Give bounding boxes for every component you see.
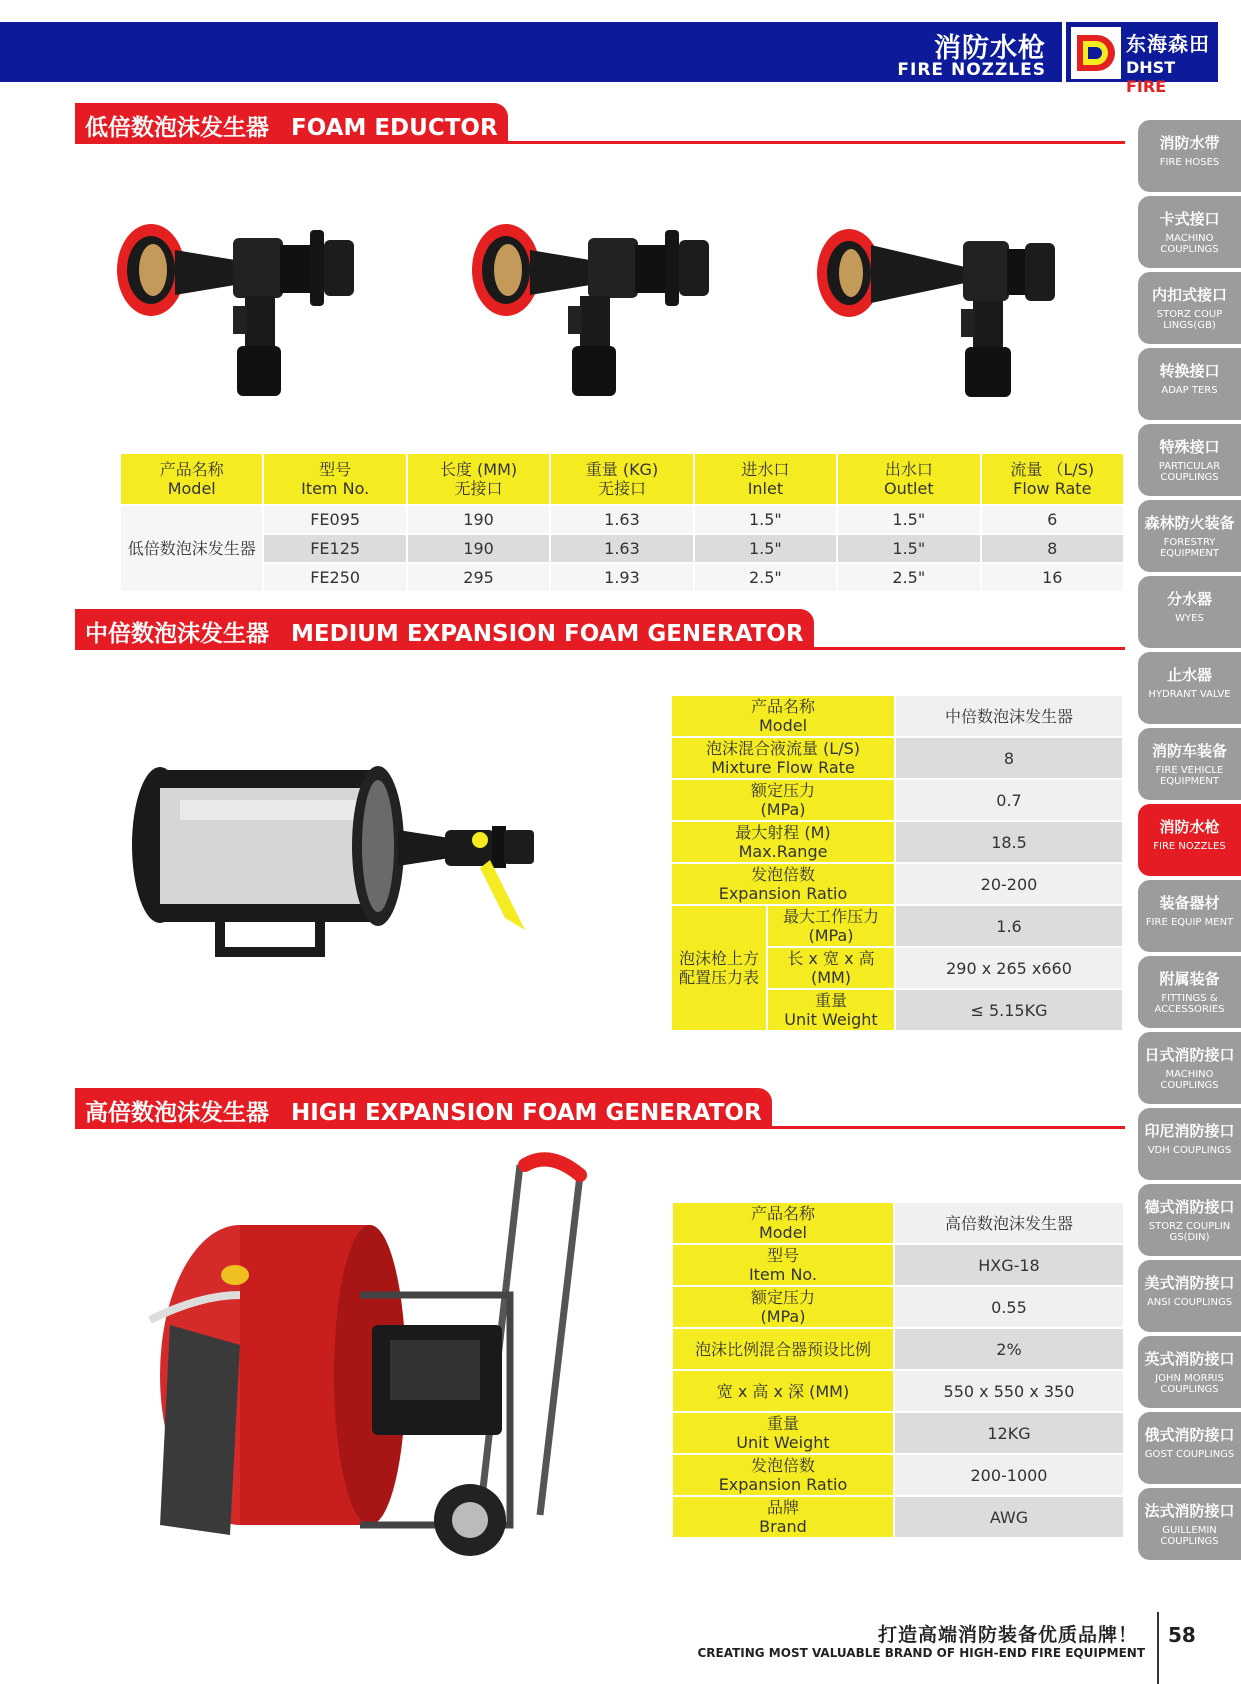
spec-label: 发泡倍数 Expansion Ratio [672, 864, 894, 904]
logo-name-en-b: FIRE [1126, 77, 1167, 96]
table-cell: FE095 [264, 506, 405, 533]
spec-value: AWG [895, 1497, 1123, 1537]
spec-value: 0.7 [896, 780, 1122, 820]
table-cell: 1.5" [695, 535, 836, 562]
section-rule [75, 141, 1125, 144]
sidebar-item-machino-couplings[interactable]: 卡式接口 MACHINO COUPLINGS [1138, 196, 1241, 268]
sidebar-item-hydrant-valve[interactable]: 止水器 HYDRANT VALVE [1138, 652, 1241, 724]
table-cell: 1.63 [551, 535, 692, 562]
logo-name-en [1126, 58, 1216, 96]
spec-label: 发泡倍数 Expansion Ratio [673, 1455, 893, 1495]
sidebar-item-fire-hoses[interactable]: 消防水带 FIRE HOSES [1138, 120, 1241, 192]
sidebar-item-gost-couplings[interactable]: 俄式消防接口 GOST COUPLINGS [1138, 1412, 1241, 1484]
sidebar-item-adapters[interactable]: 转换接口 ADAP TERS [1138, 348, 1241, 420]
table-cell: 1.63 [551, 506, 692, 533]
spec-value: 20-200 [896, 864, 1122, 904]
spec-value: 中倍数泡沫发生器 [896, 696, 1122, 736]
sidebar-item-storz-din[interactable]: 德式消防接口 STORZ COUPLIN GS(DIN) [1138, 1184, 1241, 1256]
section-title [75, 103, 508, 143]
table-header-cell: 产品名称 Model [121, 454, 262, 504]
section-title-en: FOAM EDUCTOR [291, 115, 498, 141]
section-rule [75, 647, 1125, 650]
section-title-cn: 低倍数泡沫发生器 [85, 115, 269, 141]
sidebar-item-ansi-couplings[interactable]: 美式消防接口 ANSI COUPLINGS [1138, 1260, 1241, 1332]
spec-row [672, 696, 1122, 736]
footer-divider [1157, 1612, 1159, 1684]
table-row [121, 506, 1123, 533]
section-title-en: HIGH EXPANSION FOAM GENERATOR [291, 1100, 762, 1126]
table-header-cell: 重量 (KG) 无接口 [551, 454, 692, 504]
spec-label: 型号 Item No. [673, 1245, 893, 1285]
sidebar-item-jp-couplings[interactable]: 日式消防接口 MACHINO COUPLINGS [1138, 1032, 1241, 1104]
spec-row [672, 822, 1122, 862]
table-header-cell: 进水口 Inlet [695, 454, 836, 504]
sidebar-item-forestry[interactable]: 森林防火装备 FORESTRY EQUIPMENT [1138, 500, 1241, 572]
spec-label: 长 x 宽 x 高 (MM) [768, 948, 894, 988]
sidebar-item-wyes[interactable]: 分水器 WYES [1138, 576, 1241, 648]
medium-expansion-spec-table [670, 694, 1124, 1032]
high-expansion-spec-table [671, 1201, 1125, 1539]
logo-mark-icon [1071, 27, 1121, 79]
spec-row [672, 906, 1122, 946]
section-title-cn: 高倍数泡沫发生器 [85, 1100, 269, 1126]
table-cell: 295 [408, 564, 549, 591]
spec-label: 额定压力 (MPa) [672, 780, 894, 820]
spec-label: 最大射程 (M) Max.Range [672, 822, 894, 862]
spec-row [672, 780, 1122, 820]
spec-value: 1.6 [896, 906, 1122, 946]
foam-eductor-image-2 [470, 210, 720, 400]
table-header-cell: 流量 （L/S) Flow Rate [982, 454, 1123, 504]
footer-slogan-en: CREATING MOST VALUABLE BRAND OF HIGH-END FIRE EQUIPMENT [697, 1646, 1145, 1660]
table-cell: 1.5" [695, 506, 836, 533]
sidebar-item-particular-couplings[interactable]: 特殊接口 PARTICULAR COUPLINGS [1138, 424, 1241, 496]
spec-row [673, 1287, 1123, 1327]
spec-group-label: 泡沫枪上方 配置压力表 [672, 906, 766, 1030]
spec-value: 290 x 265 x660 [896, 948, 1122, 988]
logo-name-en-a: DHST [1126, 58, 1176, 77]
table-cell: FE250 [264, 564, 405, 591]
table-cell: 8 [982, 535, 1123, 562]
spec-value: 200-1000 [895, 1455, 1123, 1495]
table-header-cell: 型号 Item No. [264, 454, 405, 504]
spec-label: 重量 Unit Weight [768, 990, 894, 1030]
spec-value: 0.55 [895, 1287, 1123, 1327]
sidebar-item-fittings[interactable]: 附属装备 FITTINGS & ACCESSORIES [1138, 956, 1241, 1028]
header-title-cn: 消防水枪 [934, 33, 1046, 64]
spec-row [672, 738, 1122, 778]
table-cell: 1.5" [838, 506, 979, 533]
table-cell: 6 [982, 506, 1123, 533]
spec-value: 550 x 550 x 350 [895, 1371, 1123, 1411]
foam-eductor-image-1 [115, 210, 365, 400]
section-rule [75, 1126, 1125, 1129]
table-row [121, 564, 1123, 591]
spec-value: 2% [895, 1329, 1123, 1369]
spec-row [673, 1329, 1123, 1369]
table-row [121, 535, 1123, 562]
table-header-cell: 出水口 Outlet [838, 454, 979, 504]
table-cell: 2.5" [838, 564, 979, 591]
spec-value: ≤ 5.15KG [896, 990, 1122, 1030]
header-bar [0, 22, 1062, 82]
table-cell: 16 [982, 564, 1123, 591]
spec-label: 产品名称 Model [672, 696, 894, 736]
spec-label: 重量 Unit Weight [673, 1413, 893, 1453]
spec-label: 品牌 Brand [673, 1497, 893, 1537]
spec-label: 泡沫混合液流量 (L/S) Mixture Flow Rate [672, 738, 894, 778]
sidebar-item-fire-vehicle[interactable]: 消防车装备 FIRE VEHICLE EQUIPMENT [1138, 728, 1241, 800]
spec-label: 最大工作压力 (MPa) [768, 906, 894, 946]
sidebar-item-storz-gb[interactable]: 内扣式接口 STORZ COUP LINGS(GB) [1138, 272, 1241, 344]
table-cell: 190 [408, 535, 549, 562]
spec-row [673, 1245, 1123, 1285]
sidebar-item-vdh-couplings[interactable]: 印尼消防接口 VDH COUPLINGS [1138, 1108, 1241, 1180]
spec-value: 高倍数泡沫发生器 [895, 1203, 1123, 1243]
spec-label: 宽 x 高 x 深 (MM) [673, 1371, 893, 1411]
sidebar-item-guillemin[interactable]: 法式消防接口 GUILLEMIN COUPLINGS [1138, 1488, 1241, 1560]
section-title [75, 1088, 772, 1128]
table-cell: 190 [408, 506, 549, 533]
spec-row [673, 1455, 1123, 1495]
brand-logo [1066, 22, 1218, 96]
sidebar-item-fire-equipment[interactable]: 装备器材 FIRE EQUIP MENT [1138, 880, 1241, 952]
spec-row [673, 1371, 1123, 1411]
spec-value: 8 [896, 738, 1122, 778]
spec-value: HXG-18 [895, 1245, 1123, 1285]
table-cell: 2.5" [695, 564, 836, 591]
header-title-en: FIRE NOZZLES [897, 60, 1046, 80]
spec-value: 12KG [895, 1413, 1123, 1453]
sidebar-item-john-morris[interactable]: 英式消防接口 JOHN MORRIS COUPLINGS [1138, 1336, 1241, 1408]
spec-value: 18.5 [896, 822, 1122, 862]
section-title-cn: 中倍数泡沫发生器 [85, 621, 269, 647]
table-cell: 1.5" [838, 535, 979, 562]
table-header-row [121, 454, 1123, 504]
sidebar-item-fire-nozzles[interactable]: 消防水枪 FIRE NOZZLES [1138, 804, 1241, 876]
section-title-en: MEDIUM EXPANSION FOAM GENERATOR [291, 621, 804, 647]
spec-label: 泡沫比例混合器预设比例 [673, 1329, 893, 1369]
table-header-cell: 长度 (MM) 无接口 [408, 454, 549, 504]
spec-row [673, 1497, 1123, 1537]
spec-label: 额定压力 (MPa) [673, 1287, 893, 1327]
spec-row [673, 1203, 1123, 1243]
medium-expansion-generator-image [120, 760, 570, 970]
page-number: 58 [1168, 1623, 1196, 1647]
foam-eductor-image-3 [815, 215, 1065, 400]
high-expansion-generator-image [140, 1145, 590, 1565]
table-cell: 1.93 [551, 564, 692, 591]
spec-row [672, 864, 1122, 904]
spec-label: 产品名称 Model [673, 1203, 893, 1243]
table-cell: FE125 [264, 535, 405, 562]
table-model-cell: 低倍数泡沫发生器 [121, 506, 262, 591]
spec-row [673, 1413, 1123, 1453]
foam-eductor-table [119, 452, 1125, 593]
section-title [75, 609, 814, 649]
footer-slogan-cn: 打造高端消防装备优质品牌！ [877, 1624, 1138, 1646]
logo-name-cn: 东海森田 [1126, 32, 1210, 56]
